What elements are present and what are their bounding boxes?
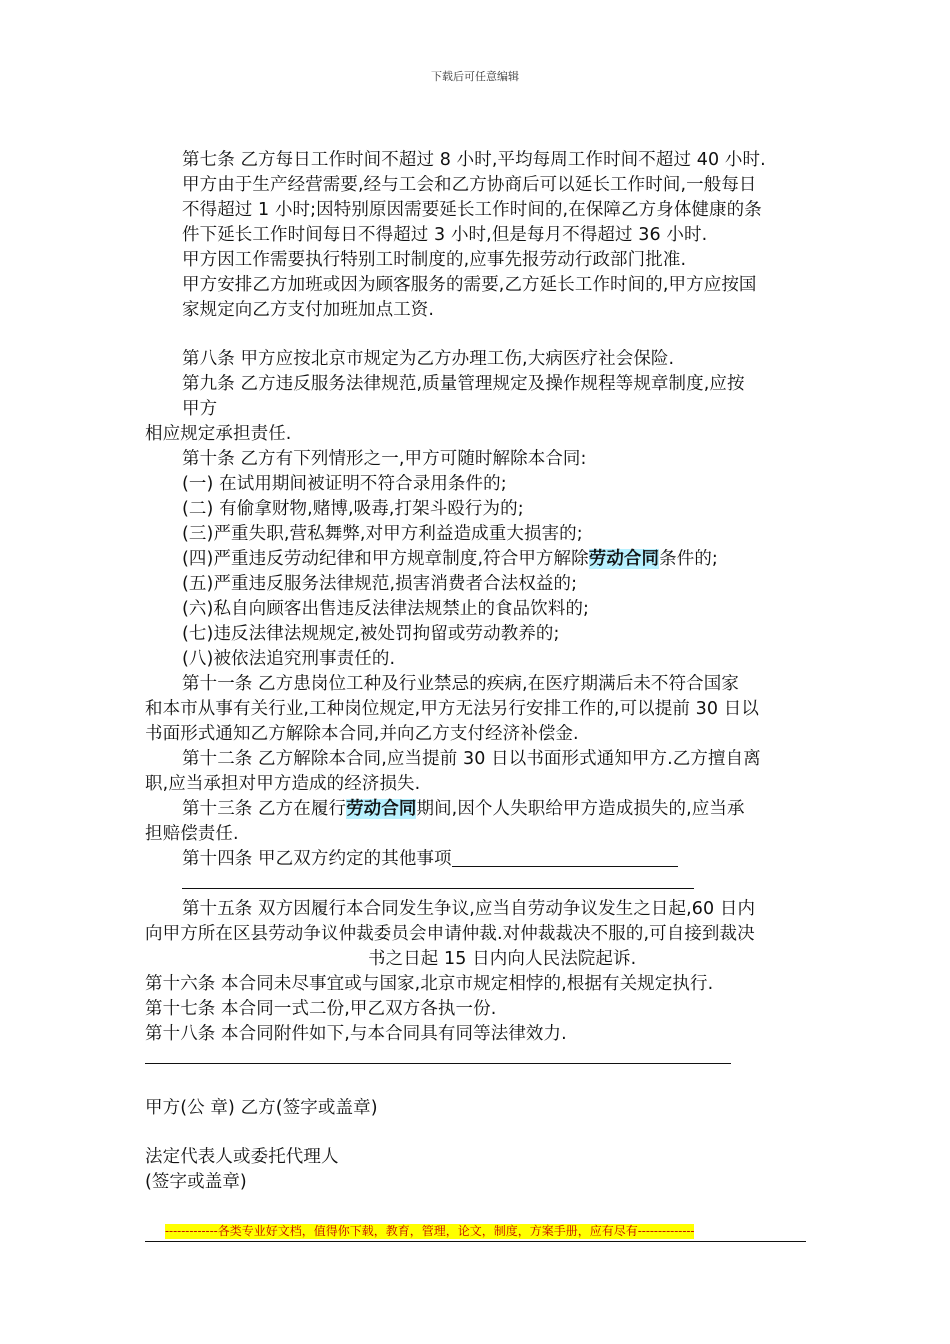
article-13-text: 第十三条 乙方在履行 bbox=[182, 799, 347, 819]
article-10-item-4 bbox=[182, 547, 718, 571]
article-10-item-1: (一) 在试用期间被证明不符合录用条件的; bbox=[182, 474, 507, 494]
article-7-line-4: 件下延长工作时间每日不得超过 3 小时,但是每月不得超过 36 小时. bbox=[182, 225, 708, 245]
article-15-line-3: 书之日起 15 日内向人民法院起诉. bbox=[368, 949, 637, 969]
legal-representative: 法定代表人或委托代理人 bbox=[145, 1147, 339, 1167]
article-9-line-3: 相应规定承担责任. bbox=[145, 424, 292, 444]
article-11-line-2: 和本市从事有关行业,工种岗位规定,甲方无法另行安排工作的,可以提前 30 日以 bbox=[145, 699, 759, 719]
highlighted-keyword: 劳动合同 bbox=[346, 799, 417, 819]
page-header: 下载后可任意编辑 bbox=[431, 70, 519, 83]
article-10-item-2: (二) 有偷拿财物,赌博,吸毒,打架斗殴行为的; bbox=[182, 499, 524, 519]
article-10-item-8: (八)被依法追究刑事责任的. bbox=[182, 649, 396, 669]
footer-banner: -------------各类专业好文档，值得你下载，教育，管理，论文，制度，方案手册，应有尽有-------------- bbox=[165, 1224, 695, 1238]
article-10-item-3: (三)严重失职,营私舞弊,对甲方利益造成重大损害的; bbox=[182, 524, 583, 544]
article-7-line-1: 第七条 乙方每日工作时间不超过 8 小时,平均每周工作时间不超过 40 小时. bbox=[182, 150, 766, 170]
article-9-line-1: 第九条 乙方违反服务法律规范,质量管理规定及操作规程等规章制度,应按 bbox=[182, 374, 745, 394]
article-7-line-6: 甲方安排乙方加班或因为顾客服务的需要,乙方延长工作时间的,甲方应按国 bbox=[182, 275, 757, 295]
article-10-item-4-text: (四)严重违反劳动纪律和甲方规章制度,符合甲方解除 bbox=[182, 549, 589, 569]
article-14 bbox=[182, 847, 678, 871]
article-15-line-2: 向甲方所在区县劳动争议仲裁委员会申请仲裁.对仲裁裁决不服的,可自接到裁决 bbox=[145, 924, 755, 944]
article-13-line-2: 担赔偿责任. bbox=[145, 824, 239, 844]
article-10-item-7: (七)违反法律法规规定,被处罚拘留或劳动教养的; bbox=[182, 624, 560, 644]
article-10-item-6: (六)私自向顾客出售违反法律法规禁止的食品饮料的; bbox=[182, 599, 590, 619]
article-13-line-1 bbox=[182, 797, 745, 821]
blank-line bbox=[452, 849, 678, 867]
article-10-item-5: (五)严重违反服务法律规范,损害消费者合法权益的; bbox=[182, 574, 578, 594]
article-7-line-3: 不得超过 1 小时;因特别原因需要延长工作时间的,在保障乙方身体健康的条 bbox=[182, 200, 762, 220]
article-8: 第八条 甲方应按北京市规定为乙方办理工伤,大病医疗社会保险. bbox=[182, 349, 675, 369]
article-18: 第十八条 本合同附件如下,与本合同具有同等法律效力. bbox=[145, 1024, 567, 1044]
article-11-line-1: 第十一条 乙方患岗位工种及行业禁忌的疾病,在医疗期满后未不符合国家 bbox=[182, 674, 739, 694]
article-11-line-3: 书面形式通知乙方解除本合同,并向乙方支付经济补偿金. bbox=[145, 724, 579, 744]
article-10-item-4-tail: 条件的; bbox=[659, 549, 718, 569]
article-12-line-2: 职,应当承担对甲方造成的经济损失. bbox=[145, 774, 421, 794]
highlighted-keyword: 劳动合同 bbox=[588, 549, 660, 569]
article-7-line-7: 家规定向乙方支付加班加点工资. bbox=[182, 300, 435, 320]
article-14-text: 第十四条 甲乙双方约定的其他事项 bbox=[182, 849, 452, 869]
blank-line-2 bbox=[182, 888, 694, 889]
article-7-line-2: 甲方由于生产经营需要,经与工会和乙方协商后可以延长工作时间,一般每日 bbox=[182, 175, 757, 195]
signature-note: (签字或盖章) bbox=[145, 1172, 247, 1192]
article-17: 第十七条 本合同一式二份,甲乙双方各执一份. bbox=[145, 999, 497, 1019]
article-7-line-5: 甲方因工作需要执行特别工时制度的,应事先报劳动行政部门批准. bbox=[182, 250, 687, 270]
article-9-line-2: 甲方 bbox=[182, 399, 218, 419]
article-16: 第十六条 本合同未尽事宜或与国家,北京市规定相悖的,根据有关规定执行. bbox=[145, 974, 714, 994]
article-13-tail: 期间,因个人失职给甲方造成损失的,应当承 bbox=[416, 799, 745, 819]
article-10-intro: 第十条 乙方有下列情形之一,甲方可随时解除本合同: bbox=[182, 449, 587, 469]
signature-parties: 甲方(公 章) 乙方(签字或盖章) bbox=[145, 1098, 378, 1118]
attachment-blank-line bbox=[145, 1063, 731, 1064]
article-12-line-1: 第十二条 乙方解除本合同,应当提前 30 日以书面形式通知甲方.乙方擅自离 bbox=[182, 749, 761, 769]
article-15-line-1: 第十五条 双方因履行本合同发生争议,应当自劳动争议发生之日起,60 日内 bbox=[182, 899, 756, 919]
footer-rule bbox=[145, 1241, 806, 1242]
